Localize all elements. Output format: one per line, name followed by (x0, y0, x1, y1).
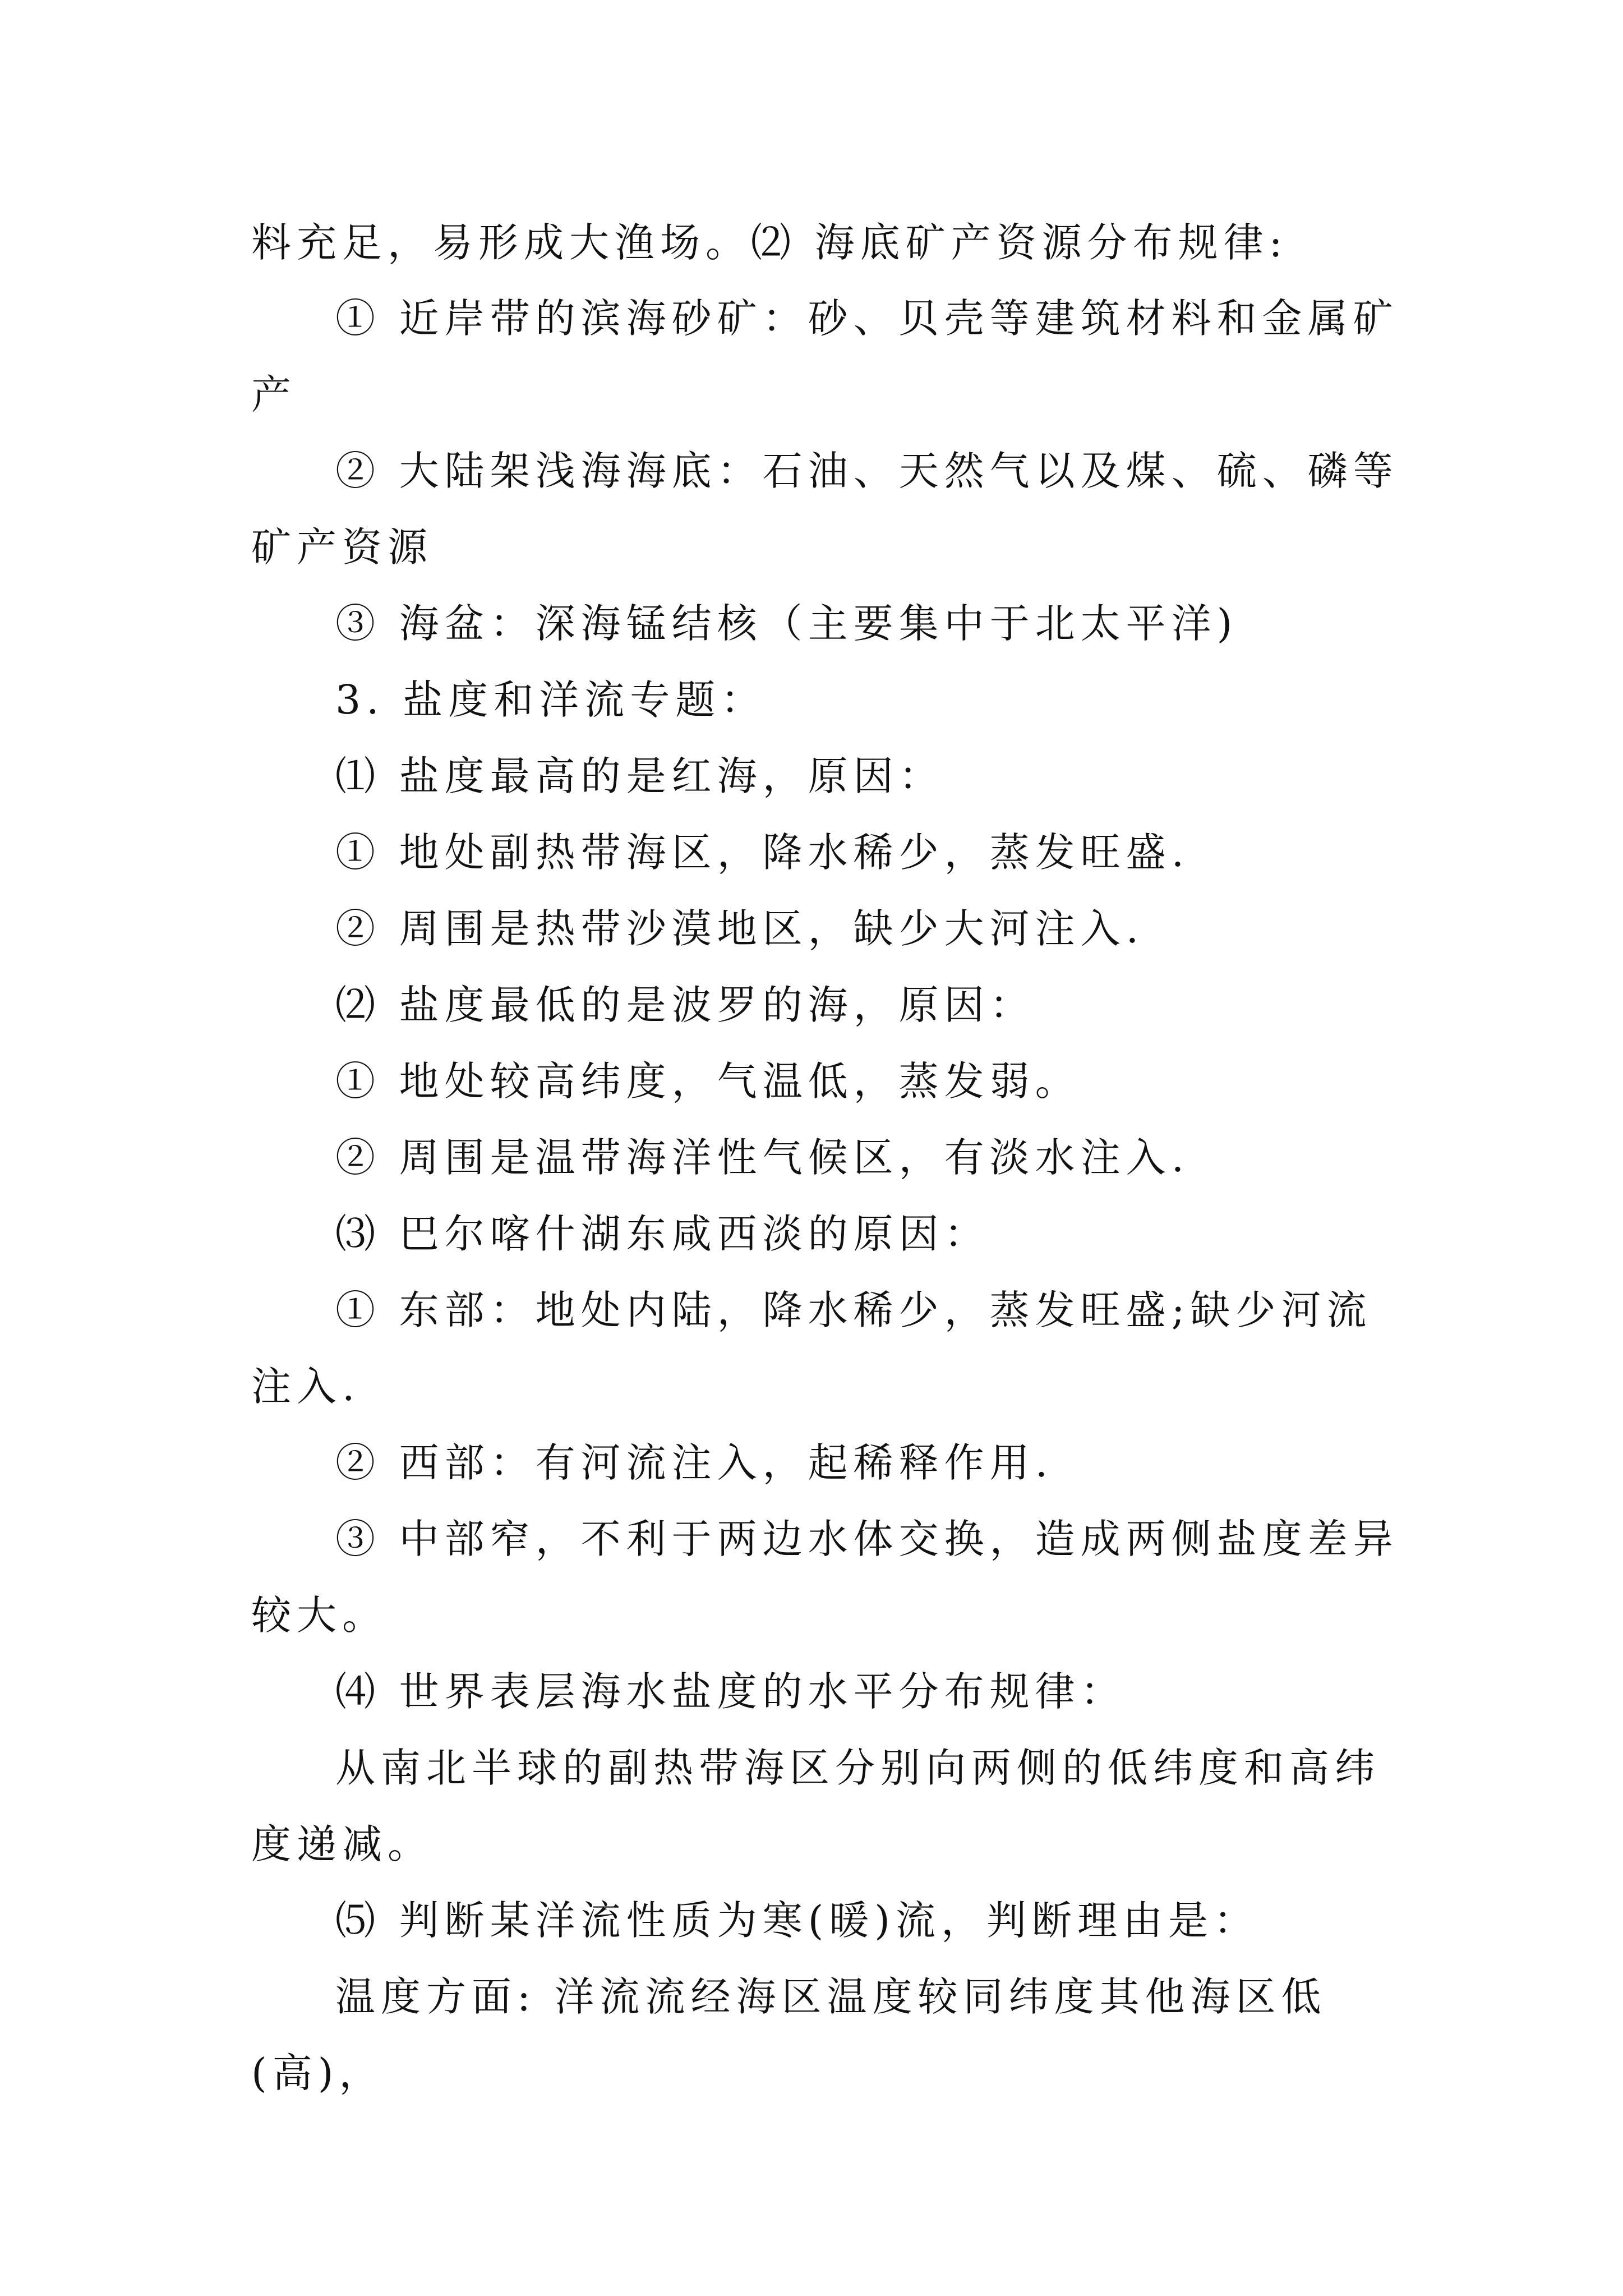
paragraph: ③ 海盆：深海锰结核（主要集中于北太平洋) (335, 600, 1238, 647)
paragraph: ⑷ 世界表层海水盐度的水平分布规律： (335, 1668, 1126, 1715)
paragraph: ① 近岸带的滨海砂矿：砂、贝壳等建筑材料和金属矿产 (251, 295, 1399, 418)
paragraph: ② 周围是温带海洋性气候区，有淡水注入. (335, 1134, 1190, 1181)
paragraph: ③ 中部窄，不利于两边水体交换，造成两侧盐度差异较大。 (251, 1516, 1399, 1639)
paragraph: ⑸ 判断某洋流性质为寒(暖)流，判断理由是： (335, 1897, 1259, 1944)
paragraph: ⑵ 盐度最低的是波罗的海，原因： (335, 982, 1035, 1028)
paragraph: ② 周围是热带沙漠地区，缺少大河注入. (335, 905, 1145, 952)
paragraph: 从南北半球的副热带海区分别向两侧的低纬度和高纬度递减。 (251, 1745, 1381, 1867)
paragraph: ① 地处副热带海区，降水稀少，蒸发旺盛. (335, 829, 1190, 876)
paragraph: ① 地处较高纬度，气温低，蒸发弱。 (335, 1058, 1081, 1105)
paragraph: ⑴ 盐度最高的是红海，原因： (335, 753, 944, 799)
paragraph: 料充足，易形成大渔场。⑵ 海底矿产资源分布规律: (251, 219, 1288, 266)
paragraph: ② 大陆架浅海海底：石油、天然气以及煤、硫、磷等矿产资源 (251, 448, 1399, 570)
paragraph: ② 西部：有河流注入，起稀释作用. (335, 1439, 1054, 1486)
paragraph: 温度方面: 洋流流经海区温度较同纬度其他海区低(高)， (251, 1973, 1327, 2096)
paragraph: ⑶ 巴尔喀什湖东咸西淡的原因： (335, 1211, 990, 1257)
section-heading: 3. 盐度和洋流专题： (335, 677, 767, 723)
paragraph: ① 东部：地处内陆，降水稀少，蒸发旺盛;缺少河流注入. (251, 1287, 1372, 1410)
